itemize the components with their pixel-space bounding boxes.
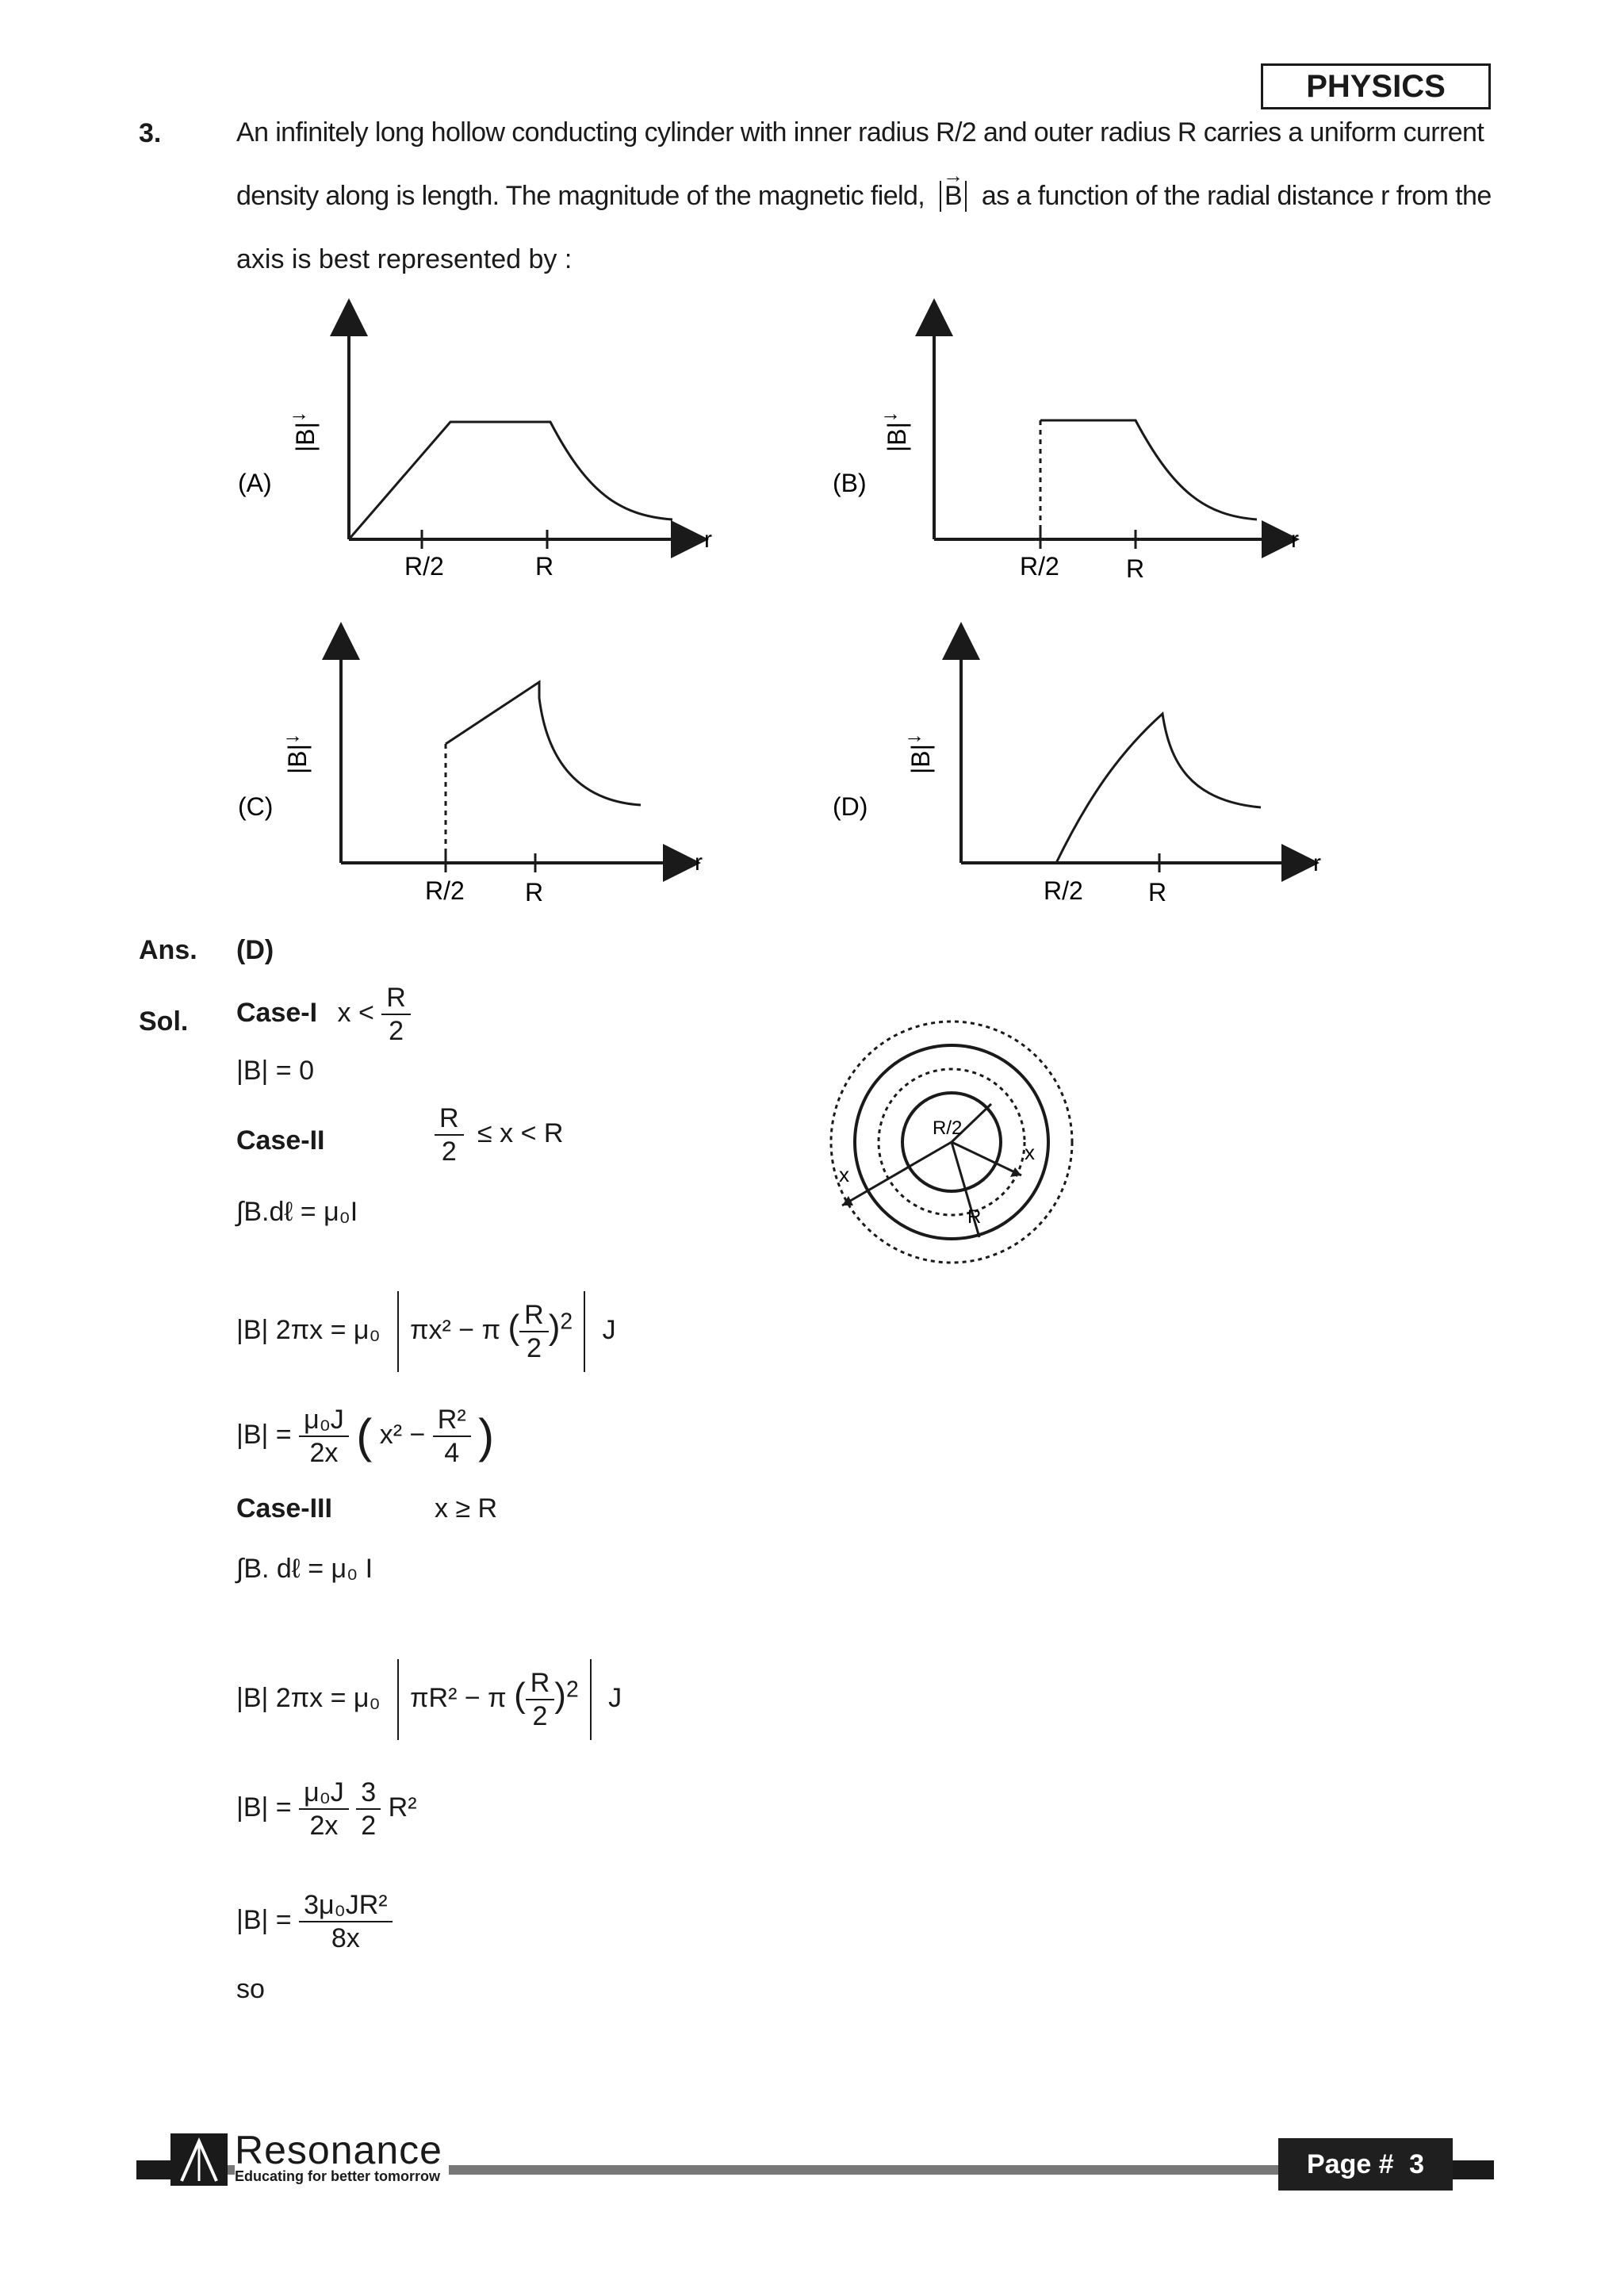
- case-3-ampere-law: ∫B. dℓ = μ₀ I: [236, 1554, 373, 1584]
- case-3-eq2-lhs: |B| =: [236, 1792, 292, 1823]
- graph-d-ylabel: |B|: [906, 744, 935, 774]
- graph-a-tick2-label: R: [535, 552, 554, 581]
- graph-c-tick2-label: R: [525, 878, 544, 907]
- case-3-eq3-fraction: [299, 1889, 393, 1954]
- case-2-eq2-frac-den: 4: [444, 1438, 460, 1468]
- graph-b: [833, 317, 1299, 583]
- graph-d: [833, 641, 1321, 907]
- question-line-2-end: as a function of the radial distance r from the: [981, 181, 1492, 211]
- case-3-eq3-den: 8x: [331, 1923, 360, 1953]
- question-line-1: An infinitely long hollow conducting cylinder with inner radius R/2 and outer radius R carries a uniform current: [236, 117, 1484, 148]
- case-1-condition: [236, 982, 411, 1047]
- case-3-eq1-lhs: |B| 2πx = μ₀: [236, 1682, 381, 1713]
- case-2-frac-num: R: [435, 1102, 464, 1136]
- graph-c-xlabel: r: [695, 849, 703, 876]
- case-2-condition: [435, 1102, 563, 1167]
- case-3-eq1-fraction: [526, 1667, 555, 1732]
- case-2-eq2-num: μ₀J: [299, 1404, 349, 1437]
- case-1-result: |B| = 0: [236, 1056, 314, 1086]
- cylinder-cross-section-figure: [817, 1007, 1086, 1277]
- case-3-equation-2: [236, 1777, 417, 1842]
- graph-c-ylabel: |B|: [283, 744, 312, 774]
- figure-inner-label: R/2: [933, 1117, 963, 1139]
- graph-b-xlabel: r: [1291, 527, 1299, 553]
- graph-b-yarrow-icon: →: [880, 401, 901, 425]
- case-3-eq1-frac-den: 2: [532, 1701, 548, 1731]
- question-line-3: axis is best represented by :: [236, 244, 573, 274]
- graph-c: [238, 641, 703, 907]
- case-3-eq2-fraction: [299, 1777, 349, 1842]
- case-2-title: Case-II: [236, 1125, 325, 1156]
- case-3-title: Case-III: [236, 1493, 332, 1524]
- case-1-frac-num: R: [381, 982, 411, 1015]
- case-2-eq1-frac-num: R: [519, 1299, 549, 1332]
- case-2-eq2-fraction: [299, 1404, 349, 1469]
- graph-a-xlabel: r: [704, 527, 712, 553]
- case-3-eq1-bracket: πR² − π ( $\frac{R}{2}$ )$^2$: [397, 1659, 592, 1740]
- graph-b-label: (B): [833, 469, 867, 497]
- case-1-fraction: [381, 982, 411, 1047]
- case-2-eq2-lhs: |B| =: [236, 1419, 292, 1450]
- figure-x-right-label: x: [1025, 1140, 1035, 1164]
- graph-b-tick2-label: R: [1126, 554, 1145, 583]
- case-2-eq2-x2: x²: [379, 1419, 403, 1450]
- case-1-frac-den: 2: [389, 1016, 404, 1046]
- graph-d-curve: [1056, 714, 1261, 863]
- figure-radius-label: R: [967, 1206, 982, 1228]
- graph-d-label: (D): [833, 792, 868, 821]
- case-2-cond-rest: ≤ x < R: [477, 1117, 564, 1148]
- case-3-eq3-lhs: |B| =: [236, 1904, 292, 1935]
- case-1-title: Case-I: [236, 997, 318, 1028]
- case-2-eq1-lhs: |B| 2πx = μ₀: [236, 1314, 381, 1345]
- case-3-eq2-fraction-2: [356, 1777, 381, 1842]
- case-2-eq2-fraction-2: [433, 1404, 471, 1469]
- case-3-equation-1: [236, 1659, 622, 1740]
- case-2-ampere-law: ∫B.dℓ = μ₀I: [236, 1197, 358, 1227]
- case-3-eq1-tail: J: [608, 1682, 622, 1713]
- magnetic-field-letter: B: [944, 181, 963, 211]
- case-3-eq1-inner: πR² − π: [410, 1682, 507, 1713]
- question-line-2-start: density along is length. The magnitude of the magnetic field,: [236, 181, 925, 211]
- footer-brand-block: [235, 2128, 449, 2184]
- case-3-eq2-den: 2x: [309, 1811, 339, 1841]
- vector-arrow-icon: →: [942, 163, 963, 187]
- case-2-eq1-power: 2: [560, 1309, 573, 1335]
- subject-header: PHYSICS: [1261, 63, 1491, 109]
- answer-value: (D): [236, 935, 274, 965]
- case-3-eq2-num2: 3: [356, 1777, 381, 1810]
- case-2-eq2-den: 2x: [309, 1438, 339, 1468]
- case-2-eq1-bracket: πx² − π ( $\frac{R}{2}$ )$^2$: [397, 1291, 585, 1372]
- case-3-eq1-frac-num: R: [526, 1667, 555, 1700]
- solution-label: Sol.: [139, 1006, 189, 1037]
- graph-a-label: (A): [238, 469, 272, 497]
- closing-text: so: [236, 1974, 265, 2004]
- case-2-eq1-tail: J: [602, 1314, 616, 1345]
- case-2-equation-2: |B| = $\frac{\text{μ₀J}}{2x}$ ( x² − $\frac{\text{R²}}{4}$ ): [236, 1405, 495, 1468]
- case-2-fraction: [435, 1102, 464, 1167]
- options-graphs: [0, 0, 1624, 952]
- answer-label: Ans.: [139, 935, 197, 965]
- graph-b-tick1-label: R/2: [1020, 552, 1059, 581]
- page-number: 3: [1409, 2149, 1424, 2179]
- footer-brand: Resonance: [235, 2128, 442, 2172]
- footer-left-cap: [136, 2160, 172, 2179]
- page-number-badge: [1278, 2138, 1453, 2191]
- graph-d-tick1-label: R/2: [1044, 876, 1083, 905]
- graph-c-label: (C): [238, 792, 274, 821]
- case-2-equation-1: [236, 1291, 616, 1372]
- case-2-eq2-frac-num: R²: [433, 1404, 471, 1437]
- case-2-eq1-frac-den: 2: [526, 1333, 542, 1363]
- graph-b-ylabel: |B|: [883, 422, 911, 452]
- question-number: 3.: [139, 118, 162, 148]
- graph-d-yarrow-icon: →: [904, 723, 925, 747]
- graph-c-yarrow-icon: →: [282, 723, 303, 747]
- case-2-eq1-fraction: [519, 1299, 549, 1364]
- resonance-logo-icon: [170, 2133, 228, 2186]
- case-2-frac-den: 2: [441, 1137, 457, 1167]
- graph-a-tick1-label: R/2: [404, 552, 444, 581]
- figure-x-left-label: x: [839, 1163, 849, 1186]
- case-3-eq2-den2: 2: [361, 1811, 377, 1841]
- case-1-lhs: x <: [337, 997, 374, 1028]
- case-3-condition: x ≥ R: [435, 1493, 498, 1524]
- graph-d-xlabel: r: [1313, 850, 1321, 876]
- case-3-eq2-num: μ₀J: [299, 1777, 349, 1810]
- graph-b-curve: [1040, 420, 1257, 519]
- footer-right-cap: [1453, 2160, 1494, 2179]
- case-3-eq1-power: 2: [565, 1677, 579, 1703]
- graph-a-curve: [349, 422, 672, 539]
- case-3-equation-3: [236, 1889, 393, 1954]
- case-3-eq2-tail: R²: [388, 1792, 417, 1823]
- case-2-eq2-minus: −: [409, 1419, 426, 1450]
- graph-a-ylabel: |B|: [291, 422, 320, 452]
- graph-c-tick1-label: R/2: [425, 876, 465, 905]
- x-arrow-right: [952, 1142, 1021, 1175]
- graph-a-yarrow-icon: →: [289, 401, 309, 425]
- case-2-eq1-inner: πx² − π: [410, 1314, 501, 1345]
- graph-a: [238, 317, 712, 581]
- graph-d-tick2-label: R: [1148, 878, 1167, 907]
- graph-c-curve: [446, 682, 641, 805]
- case-3-eq3-num: 3μ₀JR²: [299, 1889, 393, 1922]
- footer-tagline: Educating for better tomorrow: [235, 2168, 441, 2184]
- page-label: Page #: [1307, 2149, 1394, 2179]
